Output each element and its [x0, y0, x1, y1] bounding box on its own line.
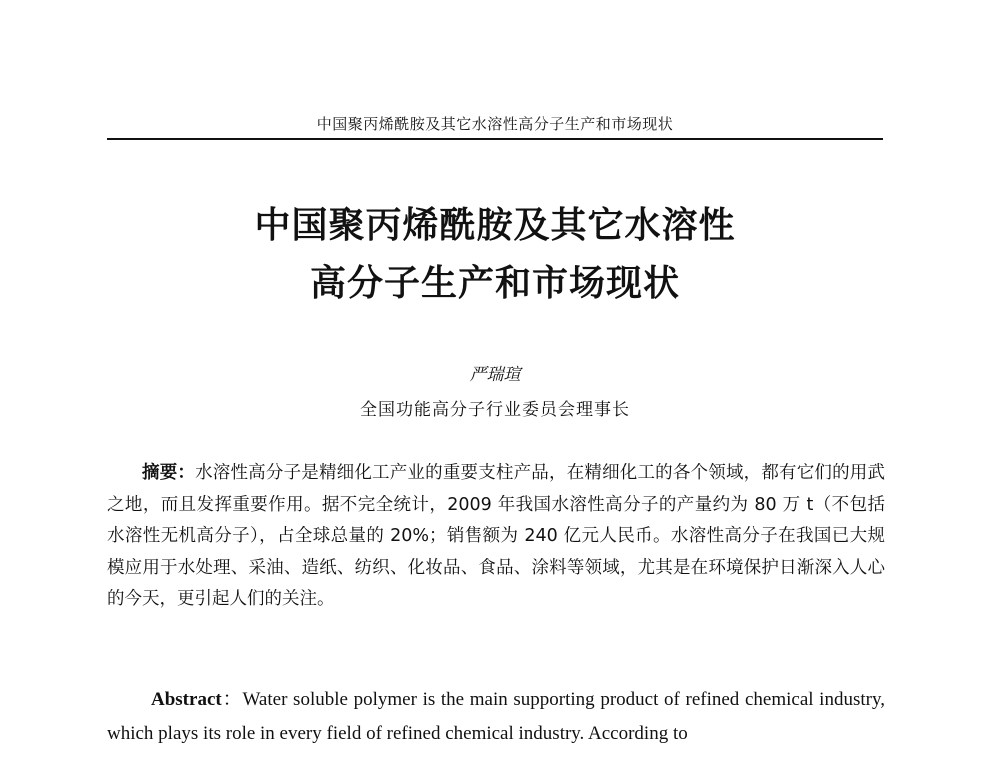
title-line-1: 中国聚丙烯酰胺及其它水溶性: [254, 204, 736, 246]
chinese-abstract-text: 水溶性高分子是精细化工产业的重要支柱产品，在精细化工的各个领域，都有它们的用武之地，而且发挥重要作用。据不完全统计，2009 年我国水溶性高分子的产量约为 80 万 t（不包括水溶性无机高分子），占全球总量的 20%；销售额为 240 亿元人民币。水溶性高分子在我国已大规模应用于水处理、采油、造纸、纺织、化妆品、食品、涂料等领域，尤其是在环境保护日渐深入人心的今天，更引起人们的关注。: [107, 463, 886, 609]
author-name: 严瑞瑄: [469, 365, 521, 385]
paper-title: [107, 196, 883, 312]
chinese-abstract: [107, 458, 885, 616]
header-rule: [107, 138, 883, 140]
english-abstract-label: Abstract: [151, 689, 222, 710]
title-line-2: 高分子生产和市场现状: [309, 262, 680, 304]
chinese-abstract-label: 摘要：: [142, 463, 196, 483]
english-abstract-separator: ：: [221, 689, 243, 710]
running-head: 中国聚丙烯酰胺及其它水溶性高分子生产和市场现状: [316, 115, 674, 133]
english-abstract: [107, 683, 885, 751]
english-abstract-text: Water soluble polymer is the main supporting product of refined chemical industry, which plays its role in every field of refined chemical industry. According to: [107, 689, 885, 744]
author-affiliation: 全国功能高分子行业委员会理事长: [360, 400, 630, 420]
